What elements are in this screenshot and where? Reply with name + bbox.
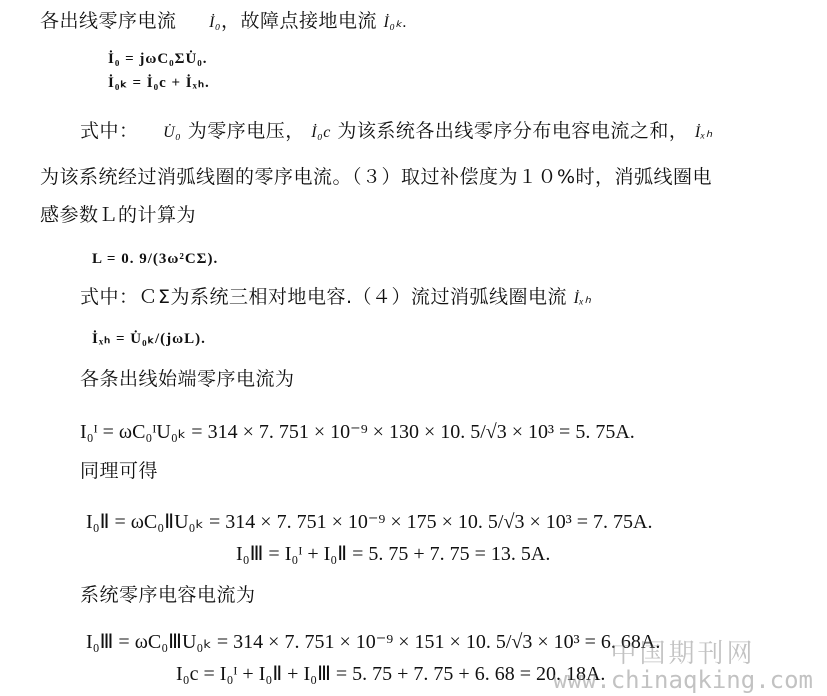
text-line-4: 为该系统经过消弧线圈的零序电流。（３）取过补偿度为１０%时，消弧线圈电 — [40, 166, 713, 188]
symbol-i0k: İ₀ₖ. — [383, 14, 408, 31]
line-1-text: 各出线零序电流 — [40, 10, 177, 32]
line-3-mid2: 为该系统各出线零序分布电容电流之和， — [337, 120, 689, 142]
text-line-9: 系统零序电容电流为 — [80, 584, 256, 606]
line-6-text: 式中：ＣΣ为系统三相对地电容.（４）流过消弧线圈电流 — [80, 286, 568, 308]
symbol-ixh: İₓₕ — [694, 124, 713, 141]
symbol-ixh-2: İₓₕ — [573, 290, 592, 307]
text-line-7: 各条出线始端零序电流为 — [80, 368, 295, 390]
symbol-i0: İ₀ — [209, 14, 221, 31]
text-line-6 — [80, 286, 591, 309]
symbol-i0c: İ₀c — [311, 124, 331, 141]
text-line-5: 感参数Ｌ的计算为 — [40, 204, 197, 226]
equation-5: I₀ᴵ = ωC₀ᴵU₀ₖ = 314 × 7. 751 × 10⁻⁹ × 130 × 10. 5/√3 × 10³ = 5. 75A. — [80, 421, 635, 443]
equation-3: L = 0. 9/(3ω²CΣ). — [92, 251, 219, 267]
equation-1: İ₀ = jωC₀ΣU̇₀. — [108, 51, 208, 67]
line-1-mid: ，故障点接地电流 — [220, 10, 377, 32]
text-line-8: 同理可得 — [80, 460, 159, 482]
line-3-mid1: 为零序电压， — [187, 120, 305, 142]
equation-2: İ₀ₖ = İ₀c + İₓₕ. — [108, 75, 210, 91]
equation-4: İₓₕ = U̇₀ₖ/(jωL). — [92, 331, 206, 347]
text-line-3 — [80, 120, 713, 143]
watermark-url: www.chinaqking.com — [552, 666, 813, 694]
equation-8: I₀Ⅲ = ωC₀ⅢU₀ₖ = 314 × 7. 751 × 10⁻⁹ × 151 × 10. 5/√3 × 10³ = 6. 68A. — [86, 631, 661, 653]
equation-9: I₀c = I₀ᴵ + I₀Ⅱ + I₀Ⅲ = 5. 75 + 7. 75 + 6. 68 = 20. 18A. — [176, 663, 606, 685]
watermark-cn: 中国期刊网 — [610, 639, 756, 669]
equation-7: I₀Ⅲ = I₀ᴵ + I₀Ⅱ = 5. 75 + 7. 75 = 13. 5A. — [236, 543, 551, 565]
symbol-u0: U̇₀ — [163, 124, 182, 141]
text-line-1 — [40, 10, 407, 33]
equation-6: I₀Ⅱ = ωC₀ⅡU₀ₖ = 314 × 7. 751 × 10⁻⁹ × 175 × 10. 5/√3 × 10³ = 7. 75A. — [86, 511, 653, 533]
line-3-prefix: 式中： — [80, 120, 139, 142]
